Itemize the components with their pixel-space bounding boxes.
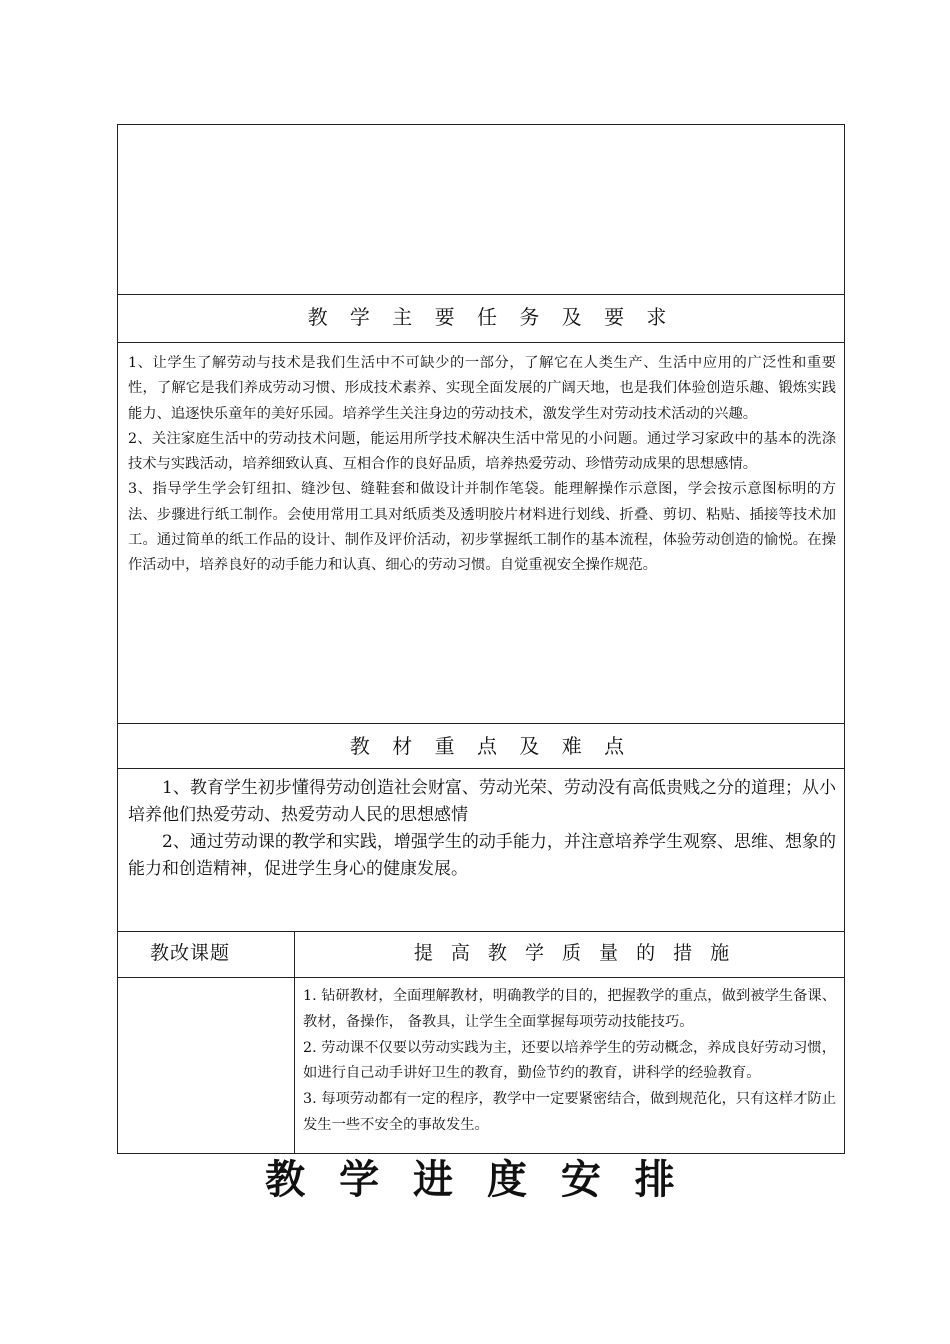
reform-header-row: [118, 931, 844, 977]
measure-item-1: 1. 钻研教材，全面理解教材，明确教学的目的，把握教学的重点，做到被学生备课、教材，备操作， 备教具，让学生全面掌握每项劳动技能技巧。: [303, 988, 836, 1030]
reform-content-row: [118, 977, 844, 1153]
measures-header: 提 高 教 学 质 量 的 措 施: [413, 942, 736, 964]
tasks-paragraph-2: 2、关注家庭生活中的劳动技术问题，能运用所学技术解决生活中常见的小问题。通过学习家政中的基本的洗涤技术与实践活动，培养细致认真、互相合作的良好品质，培养热爱劳动、珍惜劳动成果的思想感情。: [128, 430, 836, 473]
focus-paragraph-1: 1、教育学生初步懂得劳动创造社会财富、劳动光荣、劳动没有高低贵贱之分的道理；从小培养他们热爱劳动、热爱劳动人民的思想感情: [128, 778, 836, 825]
focus-paragraph-2: 2、通过劳动课的教学和实践，增强学生的动手能力，并注意培养学生观察、思维、想象的能力和创造精神，促进学生身心的健康发展。: [128, 832, 836, 879]
tasks-content: [118, 342, 844, 723]
measures-content: [295, 978, 844, 1153]
focus-heading: 教 材 重 点 及 难 点: [118, 723, 844, 768]
measure-item-3: 3. 每项劳动都有一定的程序，教学中一定要紧密结合，做到规范化，只有这样才防止发生一些不安全的事故发生。: [303, 1091, 836, 1133]
reform-topic-header: 教改课题: [118, 932, 295, 977]
plan-table: [117, 124, 845, 1154]
page-title: 教 学 进 度 安 排: [265, 1156, 685, 1203]
tasks-paragraph-3: 3、指导学生学会钉纽扣、缝沙包、缝鞋套和做设计并制作笔袋。能理解操作示意图，学会按示意图标明的方法、步骤进行纸工制作。会使用常用工具对纸质类及透明胶片材料进行划线、折叠、剪切、粘贴、插接等技术加工。通过简单的纸工作品的设计、制作及评价活动，初步掌握纸工制作的基本流程，体验劳动创造的愉悦。在操作活动中，培养良好的动手能力和认真、细心的劳动习惯。自觉重视安全操作规范。: [128, 481, 836, 574]
measure-item-2: 2. 劳动课不仅要以劳动实践为主，还要以培养学生的劳动概念，养成良好劳动习惯，如进行自己动手讲好卫生的教育，勤俭节约的教育，讲科学的经验教育。: [303, 1039, 836, 1082]
blank-cell: [118, 125, 844, 294]
tasks-heading: 教 学 主 要 任 务 及 要 求: [118, 294, 844, 342]
focus-content: [118, 768, 844, 931]
tasks-paragraph-1: 1、让学生了解劳动与技术是我们生活中不可缺少的一部分，了解它在人类生产、生活中应用的广泛性和重要性，了解它是我们养成劳动习惯、形成技术素养、实现全面发展的广阔天地，也是我们体验创造乐趣、锻炼实践能力、追逐快乐童年的美好乐园。培养学生关注身边的劳动技术，激发学生对劳动技术活动的兴趣。: [128, 355, 836, 422]
reform-topic-cell: [118, 978, 295, 1153]
